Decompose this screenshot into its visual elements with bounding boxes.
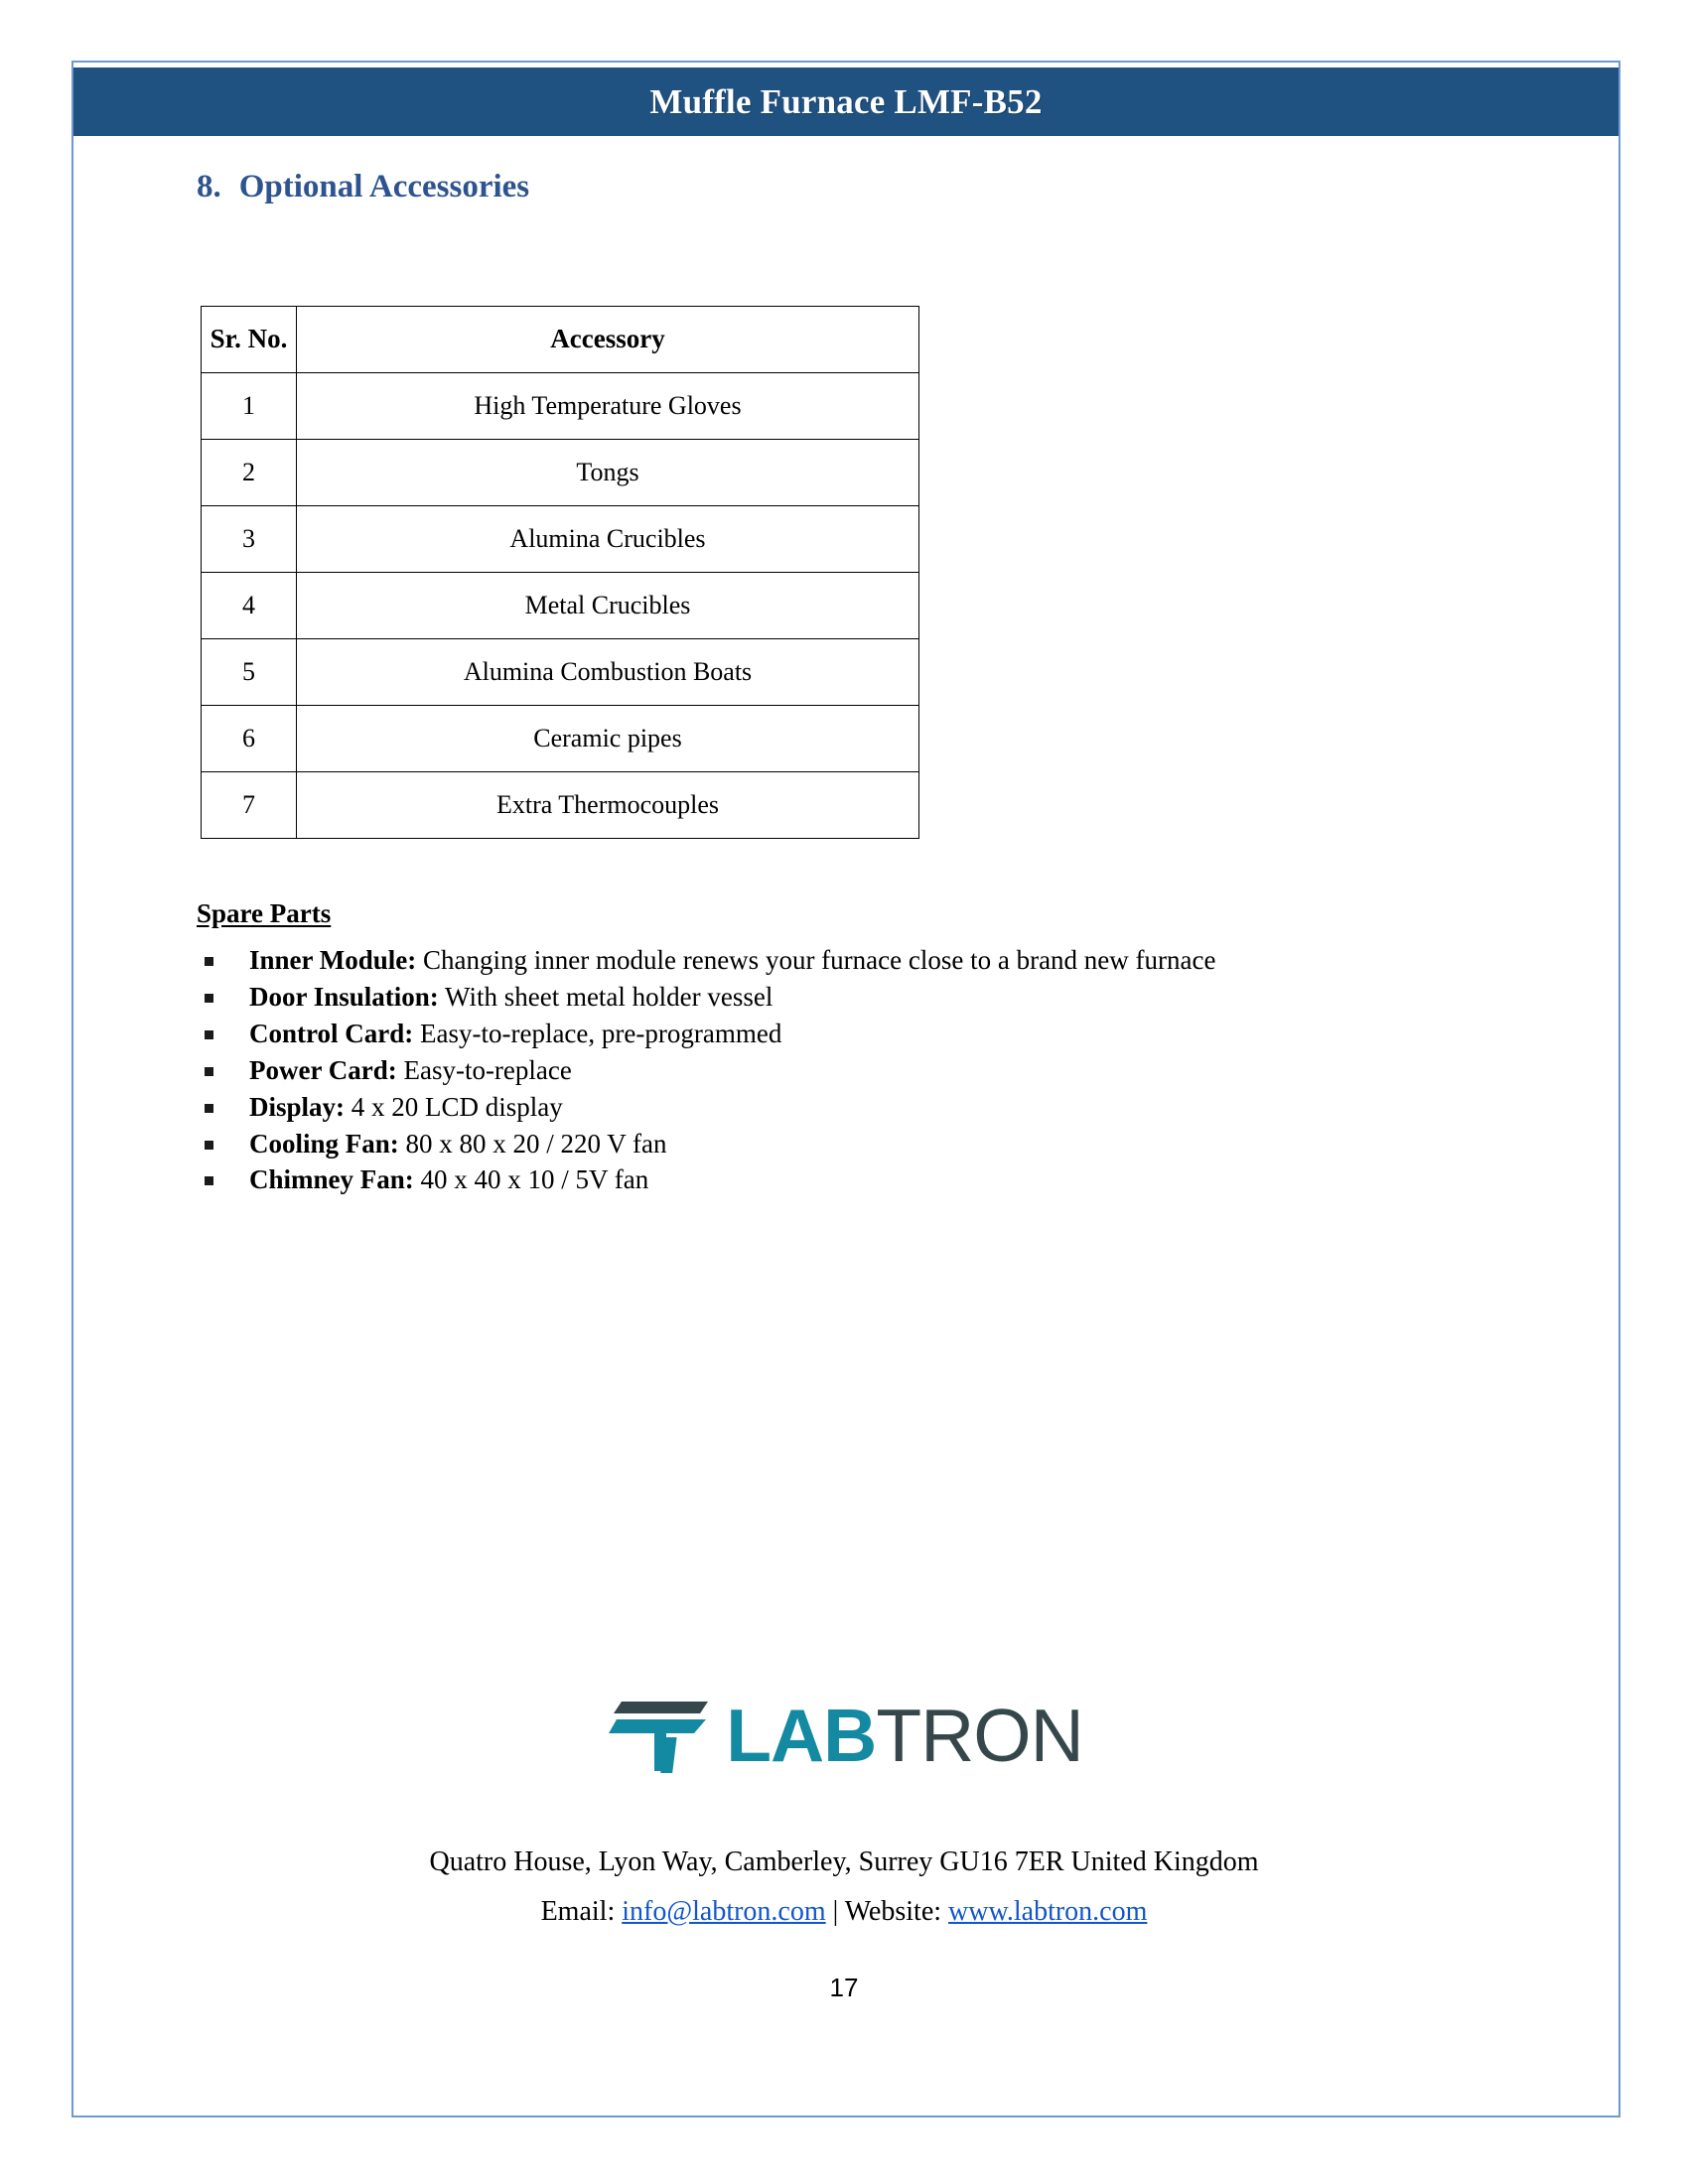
square-bullet-icon <box>205 994 213 1003</box>
list-item-label: Control Card: <box>249 1018 414 1048</box>
section-title: Optional Accessories <box>238 169 530 205</box>
table-row <box>202 772 919 839</box>
spare-parts-heading: Spare Parts <box>197 898 332 928</box>
list-item-text: Easy-to-replace, pre-programmed <box>413 1018 782 1048</box>
website-link[interactable]: www.labtron.com <box>948 1896 1148 1927</box>
square-bullet-icon <box>205 1104 213 1113</box>
cell-sr-no: 6 <box>202 706 297 772</box>
cell-accessory: High Temperature Gloves <box>297 373 919 440</box>
section-number: 8. <box>197 169 221 205</box>
cell-accessory: Metal Crucibles <box>297 573 919 639</box>
cell-sr-no: 2 <box>202 440 297 506</box>
content-area <box>197 169 1448 205</box>
list-item <box>197 1162 1438 1198</box>
cell-accessory: Alumina Crucibles <box>297 506 919 573</box>
page-title: Muffle Furnace LMF-B52 <box>649 81 1043 121</box>
cell-accessory: Tongs <box>297 440 919 506</box>
cell-accessory: Extra Thermocouples <box>297 772 919 839</box>
footer-address: Quatro House, Lyon Way, Camberley, Surrey GU16 7ER United Kingdom <box>429 1846 1259 1877</box>
square-bullet-icon <box>205 1141 213 1150</box>
table-row <box>202 506 919 573</box>
square-bullet-icon <box>205 1067 213 1076</box>
list-item <box>197 1053 1438 1089</box>
website-label: Website: <box>844 1896 942 1927</box>
column-header-accessory: Accessory <box>297 307 919 373</box>
logo-text-tron: TRON <box>876 1693 1083 1777</box>
section-heading <box>197 169 1448 205</box>
list-item-text: 4 x 20 LCD display <box>345 1091 563 1122</box>
square-bullet-icon <box>205 1176 213 1185</box>
cell-sr-no: 4 <box>202 573 297 639</box>
logo-wordmark <box>726 1693 1083 1777</box>
table-row <box>202 639 919 706</box>
list-item-label: Door Insulation: <box>249 981 439 1012</box>
list-item <box>197 1017 1438 1052</box>
logo-text-lab: LAB <box>726 1693 877 1777</box>
spare-parts-list <box>197 943 1438 1198</box>
page-footer <box>0 1842 1688 1933</box>
cell-accessory: Ceramic pipes <box>297 706 919 772</box>
cell-sr-no: 7 <box>202 772 297 839</box>
table-row <box>202 373 919 440</box>
list-item-label: Inner Module: <box>249 945 417 975</box>
footer-contact-line <box>0 1891 1688 1933</box>
list-item-label: Power Card: <box>249 1054 397 1085</box>
list-item <box>197 943 1438 979</box>
list-item-label: Chimney Fan: <box>249 1164 414 1195</box>
table-header-row <box>202 307 919 373</box>
cell-accessory: Alumina Combustion Boats <box>297 639 919 706</box>
cell-sr-no: 1 <box>202 373 297 440</box>
list-item-label: Display: <box>249 1091 346 1122</box>
list-item <box>197 1127 1438 1162</box>
list-item-text: Easy-to-replace <box>396 1054 572 1085</box>
cell-sr-no: 5 <box>202 639 297 706</box>
email-label: Email: <box>540 1896 616 1927</box>
square-bullet-icon <box>205 957 213 966</box>
cell-sr-no: 3 <box>202 506 297 573</box>
company-logo <box>0 1694 1688 1777</box>
labtron-logo-mark-icon <box>605 1694 712 1777</box>
table-row <box>202 440 919 506</box>
footer-separator: | <box>832 1896 839 1927</box>
page-number: 17 <box>829 1973 859 2002</box>
list-item-text: 80 x 80 x 20 / 220 V fan <box>398 1128 667 1159</box>
list-item <box>197 980 1438 1016</box>
spare-parts-section <box>197 898 1438 1199</box>
table-row <box>202 706 919 772</box>
logo-inner <box>605 1694 1083 1777</box>
list-item-text: With sheet metal holder vessel <box>438 981 774 1012</box>
column-header-sr-no: Sr. No. <box>202 307 297 373</box>
email-link[interactable]: info@labtron.com <box>622 1896 826 1927</box>
page-header-banner <box>73 63 1618 136</box>
accessories-table <box>201 306 919 839</box>
square-bullet-icon <box>205 1030 213 1039</box>
list-item <box>197 1090 1438 1126</box>
table-row <box>202 573 919 639</box>
list-item-label: Cooling Fan: <box>249 1128 399 1159</box>
list-item-text: 40 x 40 x 10 / 5V fan <box>413 1164 649 1195</box>
list-item-text: Changing inner module renews your furnace close to a brand new furnace <box>416 945 1216 975</box>
